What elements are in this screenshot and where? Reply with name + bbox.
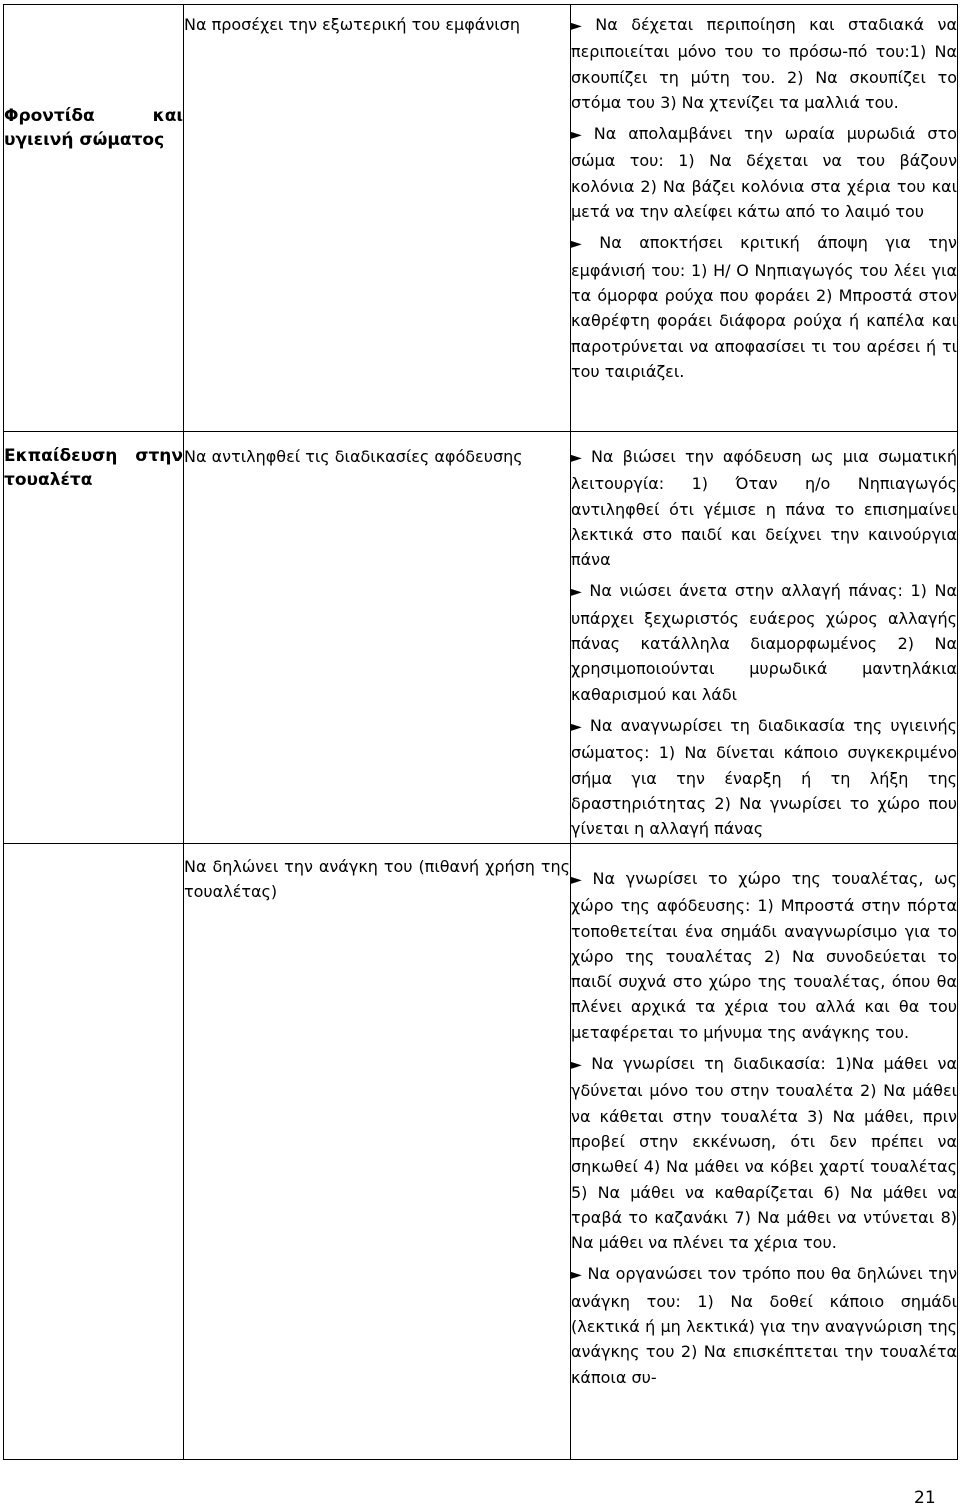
bullet-arrow-icon: ► [571, 1057, 582, 1074]
activity-item: ► Να οργανώσει τον τρόπο που θα δηλώνει την ανάγκη του: 1) Να δοθεί κάποιο σημάδι (λεκτικά ή μη λεκτικά) για την αναγνώριση της ανάγκης του 2) Να επισκέπτεται την τουαλέτα κάποια συ- [571, 1264, 957, 1387]
page-number: 21 [914, 1488, 936, 1508]
table-row [4, 432, 958, 844]
bullet-arrow-icon: ► [571, 584, 582, 601]
bullet-arrow-icon: ► [571, 127, 582, 144]
bullet-arrow-icon: ► [571, 18, 582, 34]
activity-item: ► Να γνωρίσει τη διαδικασία: 1)Να μάθει να γδύνεται μόνο του στην τουαλέτα 2) Να μάθει να κάθεται στην τουαλέτα 3) Να μάθει, πριν προβεί στην εκκένωση, ότι δεν πρέπει να σηκωθεί 4) Να μάθει να κόβει χαρτί τουαλέτας 5) Να μάθει να καθαρίζεται 6) Να μάθει να τραβά το καζανάκι 7) Να μάθει να ντύνεται 8) Να μάθει να πλένει τα χέρια του. [571, 1054, 957, 1253]
activities-cell [571, 5, 958, 432]
bullet-arrow-icon: ► [571, 1267, 582, 1284]
activities-cell [571, 844, 958, 1460]
activity-item: ► Να αναγνωρίσει τη διαδικασία της υγιεινής σώματος: 1) Να δίνεται κάποιο συγκεκριμένο σήμα για την έναρξη ή τη λήξη της δραστηριότητας 2) Να γνωρίσει το χώρο που γίνεται η αλλαγή πάνας [571, 715, 957, 839]
goal-cell [184, 5, 571, 432]
activities-cell [571, 432, 958, 844]
area-label: Φροντίδα και υγιεινή σώματος [4, 106, 183, 150]
table-row [4, 844, 958, 1460]
curriculum-table [3, 4, 958, 1460]
activity-item: ► Να απολαμβάνει την ωραία μυρωδιά στο σώμα του: 1) Να δέχεται να του βάζουν κολόνια 2) Να βάζει κολόνια στα χέρια του και μετά να την αλείφει κάτω από το λαιμό του [571, 124, 957, 222]
goal-cell [184, 432, 571, 844]
area-label [4, 844, 183, 856]
bullet-arrow-icon: ► [571, 236, 582, 253]
bullet-arrow-icon: ► [571, 872, 582, 888]
table-row [4, 5, 958, 432]
goal-cell [184, 844, 571, 1460]
area-cell [4, 844, 184, 1460]
activity-item: ► Να αποκτήσει κριτική άποψη για την εμφάνισή του: 1) Η/ Ο Νηπιαγωγός του λέει για τα όμορφα ρούχα που φοράει 2) Μπροστά στον καθρέφτη φοράει διάφορα ρούχα ή καπέλα και παροτρύνεται να αποφασίσει τι του αρέσει ή τι του ταιριάζει. [571, 233, 957, 381]
bullet-arrow-icon: ► [571, 450, 582, 466]
activity-item: ► Να βιώσει την αφόδευση ως μια σωματική λειτουργία: 1) Όταν η/ο Νηπιαγωγός αντιληφθεί ότι γέμισε η πάνα το επισημαίνει λεκτικά στο παιδί και δείχνει την καινούργια πάνα [571, 447, 957, 570]
activity-item: ► Να νιώσει άνετα στην αλλαγή πάνας: 1) Να υπάρχει ξεχωριστός ευάερος χώρος αλλαγής πάνας κατάλληλα διαμορφωμένος 2) Να χρησιμοποιούνται μυρωδικά μαντηλάκια καθαρισμού και λάδι [571, 581, 957, 704]
area-cell [4, 432, 184, 844]
goal-text: Να προσέχει την εξωτερική του εμφάνιση [184, 15, 520, 34]
activity-item: ► Να δέχεται περιποίηση και σταδιακά να περιποιείται μόνο του το πρόσω-πό του:1) Να σκουπίζει τη μύτη του. 2) Να σκουπίζει το στόμα του 3) Να χτενίζει τα μαλλιά του. [571, 15, 957, 112]
area-label: Εκπαίδευση στην τουαλέτα [4, 446, 183, 490]
goal-text: Να αντιληφθεί τις διαδικασίες αφόδευσης [184, 447, 523, 466]
bullet-arrow-icon: ► [571, 718, 582, 735]
goal-text: Να δηλώνει την ανάγκη του (πιθανή χρήση της τουαλέτας) [184, 857, 570, 901]
activity-item: ► Να γνωρίσει το χώρο της τουαλέτας, ως χώρο της αφόδευσης: 1) Μπροστά στην πόρτα τοποθετείται ένα σημάδι αναγνωρίσιμο για το χώρο της τουαλέτας 2) Να συνοδεύεται το παιδί συχνά στο χώρο της τουαλέτας, όπου θα πλένει αρχικά τα χέρια του αλλά και θα του μεταφέρεται το μήνυμα της ανάγκης του. [571, 869, 957, 1042]
area-cell [4, 5, 184, 432]
